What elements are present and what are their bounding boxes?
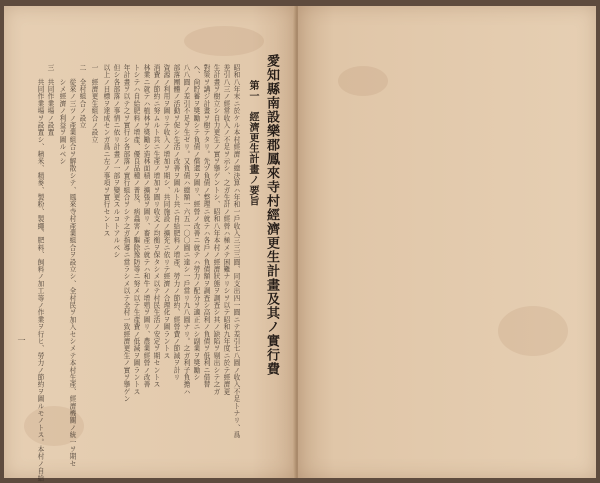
- document-title: 愛知縣南設樂郡鳳來寺村經濟更生計畫及其ノ實行費: [264, 54, 279, 376]
- text-column: 以上ノ目標ヲ達成センガ爲ニ左ノ事項ヲ實行セントス: [102, 64, 110, 237]
- paper-stain: [184, 26, 264, 56]
- text-column: 八八圓ノ差引不足ヲ生ゼリ。又負債ハ總額一六五一〇〇圓ニ達シ一戶當リ九八圓ナリ。之ガ利子負擔ハ: [182, 64, 190, 396]
- text-column: 年計畫ヲ以テ之ヲ實行シ各部落ノ實行組合ヲシテ之ガ指導ニ當ラシメ以テ全村一致經濟更生ノ實ヲ擧ゲン: [122, 64, 130, 403]
- list-item: 二 全村組合ノ設立: [78, 64, 86, 129]
- text-column: 對策ヲ講ジ計畫ヲ樹テタリ。先ヅ負債ノ整理ニ就テハ各戶ノ負債額ヲ調査シ高利ノ負債ヲ低利ニ借替: [202, 64, 210, 388]
- right-page-blank: [298, 6, 596, 478]
- list-item: 三 共同作業場ノ設置: [46, 64, 54, 136]
- text-column: 差引八三ノ經常收入ノ不足ヲ示シ、之ガ生計ノ經營ハ極メテ困難ナリシヲ以テ昭和九年度ニ於テ經濟更: [222, 64, 230, 396]
- text-column: 但シ各部落ノ事情ニ依リ計畫ノ一部ヲ變更スルコトアルベシ: [112, 64, 120, 259]
- text-column: 從來ノ三ツノ產業組合ヲ解散シテ、鳳來寺村產業組合ヲ設立シ、全村民ヲ加入セシメテ本村生產、經濟機關ノ統一ヲ期セ: [68, 64, 76, 468]
- text-column: 生計畫ヲ樹立シ自力更生ノ實ヲ擧ゲントシ、昭和八年本村ノ經濟狀態ヲ調査シ其ノ缺陷ヲ剔出シテ之ガ: [212, 64, 220, 396]
- text-column: 資源ノ利用ヲ圖リテ收入ノ增加ヲ期シ、共同施設ノ擴充ニ依リテ經濟ノ合理化ヲ圖ラントス: [162, 64, 170, 360]
- page-number: 一: [17, 336, 26, 344]
- text-column: 林業ニ就テハ植林ヲ奬勵シ造林面積ノ擴張ヲ圖リ、畜產ニ就テハ和牛ノ增殖ヲ圖リ、農業經營ノ改善: [142, 64, 150, 388]
- left-page: [4, 6, 296, 482]
- text-column: シメ經濟ノ利益ヲ圖ルベシ: [58, 64, 66, 165]
- list-item: 一 經濟更生組合ノ設立: [90, 64, 98, 144]
- text-column: トシテハ自給肥料ノ增產、優良品種ノ普及、病蟲害ノ驅除豫防等ニ努メ以テ生產費ノ低減ヲ圖ラントス: [132, 64, 140, 396]
- section-heading: 第一 經濟更生計畫ノ要旨: [247, 80, 258, 206]
- text-column: 共同作業場ヲ設置シ、精米、精麥、製粉、製繩、肥料、飼料ノ加工等ノ作業ヲ行ヒ、勞力ノ節約ヲ圖ルモノトス。本村ノ自給: [36, 64, 44, 482]
- text-column: ヘ、尙貯蓄ヲ奬勵シテ負債ノ償還ヲ圖リ、經營ノ改善ニ就テハ勞力ノ配分ヲ適正ニシ副業ヲ奬勵シ: [192, 64, 200, 381]
- paper-stain: [338, 66, 388, 96]
- text-column: 昭和八年末ニ於ケル本村經濟ノ總決算ハ年和一戶收入三三三圓、同支出四一圓ニテ差引七八圓ノ收入不足トナリ、爲: [232, 64, 240, 439]
- text-column: 部落團體ノ活動ヲ促シ生活ノ改善ヲ圖ルト共ニ自給肥料ノ增產、勞力ノ節約、經營費ノ節減ヲ計リ: [172, 64, 180, 381]
- text-column: 消費ノ節約ニ努ムルト共ニ生產ノ增加ヲ圖リ收支ノ均衡ヲ保タシメ以テ村民生活ノ安定ヲ期セントス: [152, 64, 160, 388]
- paper-stain: [498, 306, 568, 356]
